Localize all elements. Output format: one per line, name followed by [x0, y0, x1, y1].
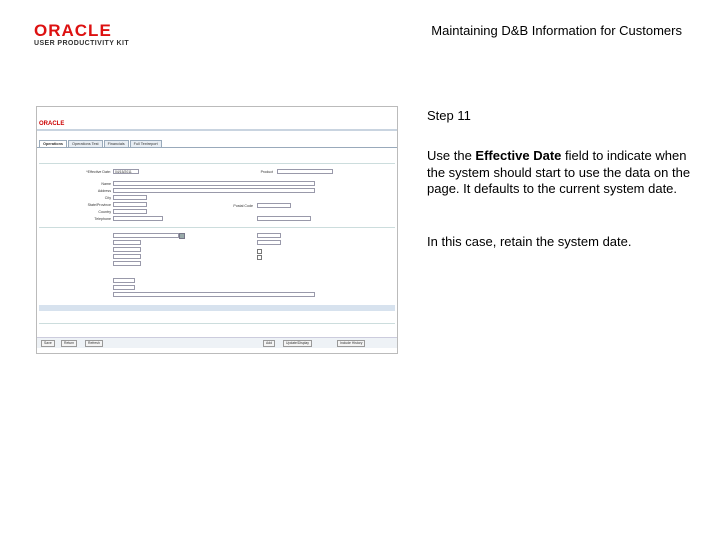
telephone-label: Telephone: [94, 217, 111, 221]
currency-field[interactable]: [257, 240, 281, 245]
city-label: City: [104, 196, 111, 200]
section-divider: [39, 163, 395, 164]
tab-full-textreport[interactable]: Full Textreport: [130, 140, 162, 147]
customer-list-header: [39, 305, 395, 311]
refresh-button[interactable]: Refresh: [85, 340, 103, 347]
return-button[interactable]: Return: [61, 340, 77, 347]
ceo-field[interactable]: [113, 261, 141, 266]
checkbox-1[interactable]: [257, 249, 262, 254]
add-button[interactable]: Add: [263, 340, 275, 347]
section-divider-2: [39, 227, 395, 228]
state-field[interactable]: [113, 202, 147, 207]
parent-name-field[interactable]: [113, 292, 315, 297]
incorporation-field[interactable]: [113, 247, 141, 252]
tab-operations-test[interactable]: Operations Test: [68, 140, 103, 147]
postal-code-field[interactable]: [257, 203, 291, 208]
headquarters-field[interactable]: [113, 233, 179, 238]
screenshot-tabs: [39, 140, 163, 147]
step-instruction: [427, 148, 707, 198]
employees-field[interactable]: [113, 254, 141, 259]
primary-sic-field[interactable]: [257, 233, 281, 238]
state-label: State/Province: [87, 203, 111, 207]
financial-date-field[interactable]: [113, 285, 135, 290]
step-note: In this case, retain the system date.: [427, 234, 632, 249]
effective-date-label: *Effective Date:: [86, 170, 111, 174]
address-label: Address: [97, 189, 111, 193]
step-label: Step 11: [427, 108, 471, 123]
tab-underline: [37, 147, 397, 148]
postal-code-label: Postal Code: [233, 204, 253, 208]
oracle-upk-logo: [34, 22, 154, 50]
city-field[interactable]: [113, 195, 147, 200]
effective-date-field[interactable]: 04/15/2011: [113, 169, 139, 174]
country-field[interactable]: [113, 209, 147, 214]
ownership-field[interactable]: [113, 240, 141, 245]
product-field[interactable]: [277, 169, 333, 174]
grid-row-line: [39, 323, 395, 324]
name-label: Name: [101, 182, 111, 186]
document-title: Maintaining D&B Information for Customers: [431, 23, 682, 38]
instruction-field-name: Effective Date: [475, 148, 562, 163]
tab-operations[interactable]: Operations: [39, 140, 67, 147]
telephone-field[interactable]: [113, 216, 163, 221]
aux-field[interactable]: [257, 216, 311, 221]
application-screenshot: [36, 106, 398, 354]
checkbox-2[interactable]: [257, 255, 262, 260]
screenshot-header-band: [37, 129, 397, 131]
tab-financials[interactable]: Financials: [104, 140, 129, 147]
instruction-text-1: Use the: [427, 148, 476, 163]
page-button-bar: [37, 337, 397, 348]
oracle-logo-text: ORACLE: [34, 21, 112, 40]
product-label: Product: [260, 170, 273, 174]
screenshot-oracle-logo: ORACLE: [39, 121, 65, 127]
instruction-text-2: field to indicate when the system should start to use the data on the page. It defaults to the current system date.: [427, 148, 691, 196]
update-display-button[interactable]: Update/Display: [283, 340, 312, 347]
upk-logo-text: USER PRODUCTIVITY KIT: [34, 40, 130, 47]
report-date-field[interactable]: [113, 278, 135, 283]
include-history-button[interactable]: Include History: [337, 340, 365, 347]
country-label: Country: [98, 210, 111, 214]
lookup-icon[interactable]: [179, 233, 185, 239]
screenshot-topbar: [37, 107, 397, 113]
address-field[interactable]: [113, 188, 315, 193]
name-field[interactable]: [113, 181, 315, 186]
save-button[interactable]: Save: [41, 340, 55, 347]
